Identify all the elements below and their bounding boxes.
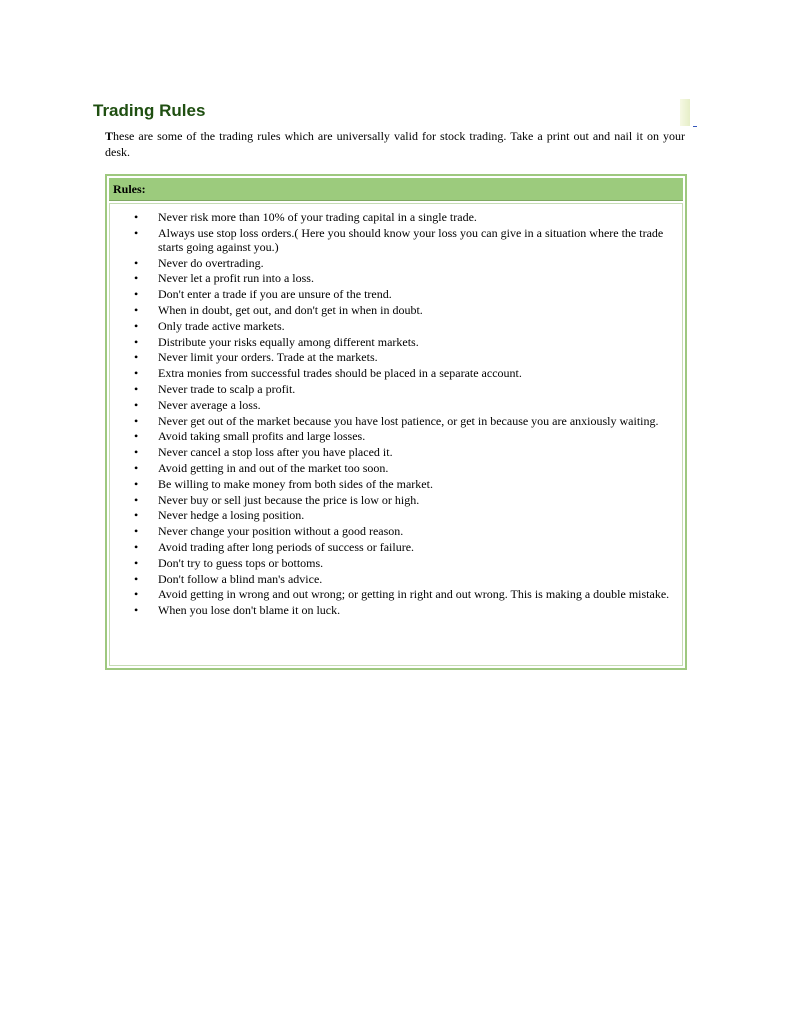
rule-item: • Avoid getting in and out of the market too soon. [110, 461, 682, 475]
rule-item: • Never cancel a stop loss after you have placed it. [110, 445, 682, 459]
rule-item: • Be willing to make money from both sides of the market. [110, 477, 682, 491]
rules-list [110, 210, 682, 619]
rule-item: • Never change your position without a good reason. [110, 524, 682, 538]
rules-box [105, 174, 687, 670]
rule-item: • Never do overtrading. [110, 256, 682, 270]
decorative-edge-bar [680, 99, 690, 126]
rules-header [109, 178, 683, 201]
rule-item: • Don't try to guess tops or bottoms. [110, 556, 682, 570]
intro-paragraph [105, 128, 685, 160]
rule-item: • Never let a profit run into a loss. [110, 271, 682, 285]
rule-item: • Don't follow a blind man's advice. [110, 572, 682, 586]
rules-body [109, 203, 683, 666]
rule-item: • Distribute your risks equally among different markets. [110, 335, 682, 349]
intro-text: hese are some of the trading rules which are universally valid for stock trading. Take a print out and nail it on your desk. [105, 129, 685, 159]
rule-item: • Never buy or sell just because the price is low or high. [110, 493, 682, 507]
rule-item: • Never hedge a losing position. [110, 508, 682, 522]
rule-item: • When in doubt, get out, and don't get in when in doubt. [110, 303, 682, 317]
rules-header-label: Rules: [113, 182, 146, 196]
rule-item: • When you lose don't blame it on luck. [110, 603, 682, 617]
page-title: Trading Rules [93, 101, 206, 120]
rule-item: • Only trade active markets. [110, 319, 682, 333]
rule-item: • Avoid getting in wrong and out wrong; or getting in right and out wrong. This is making a double mistake. [110, 587, 682, 601]
decorative-edge-mark [693, 126, 697, 127]
rule-item: • Never average a loss. [110, 398, 682, 412]
rule-item: • Never limit your orders. Trade at the markets. [110, 350, 682, 364]
rule-item: • Never get out of the market because you have lost patience, or get in because you are anxiously waiting. [110, 414, 682, 428]
intro-first-letter: T [105, 129, 114, 143]
rule-item: • Don't enter a trade if you are unsure of the trend. [110, 287, 682, 301]
rule-item: • Avoid trading after long periods of success or failure. [110, 540, 682, 554]
rule-item: • Never trade to scalp a profit. [110, 382, 682, 396]
rule-item: • Always use stop loss orders.( Here you should know your loss you can give in a situation where the trade starts going against you.) [110, 226, 682, 254]
rule-item: • Avoid taking small profits and large losses. [110, 429, 682, 443]
rule-item: • Extra monies from successful trades should be placed in a separate account. [110, 366, 682, 380]
rule-item: • Never risk more than 10% of your trading capital in a single trade. [110, 210, 682, 224]
